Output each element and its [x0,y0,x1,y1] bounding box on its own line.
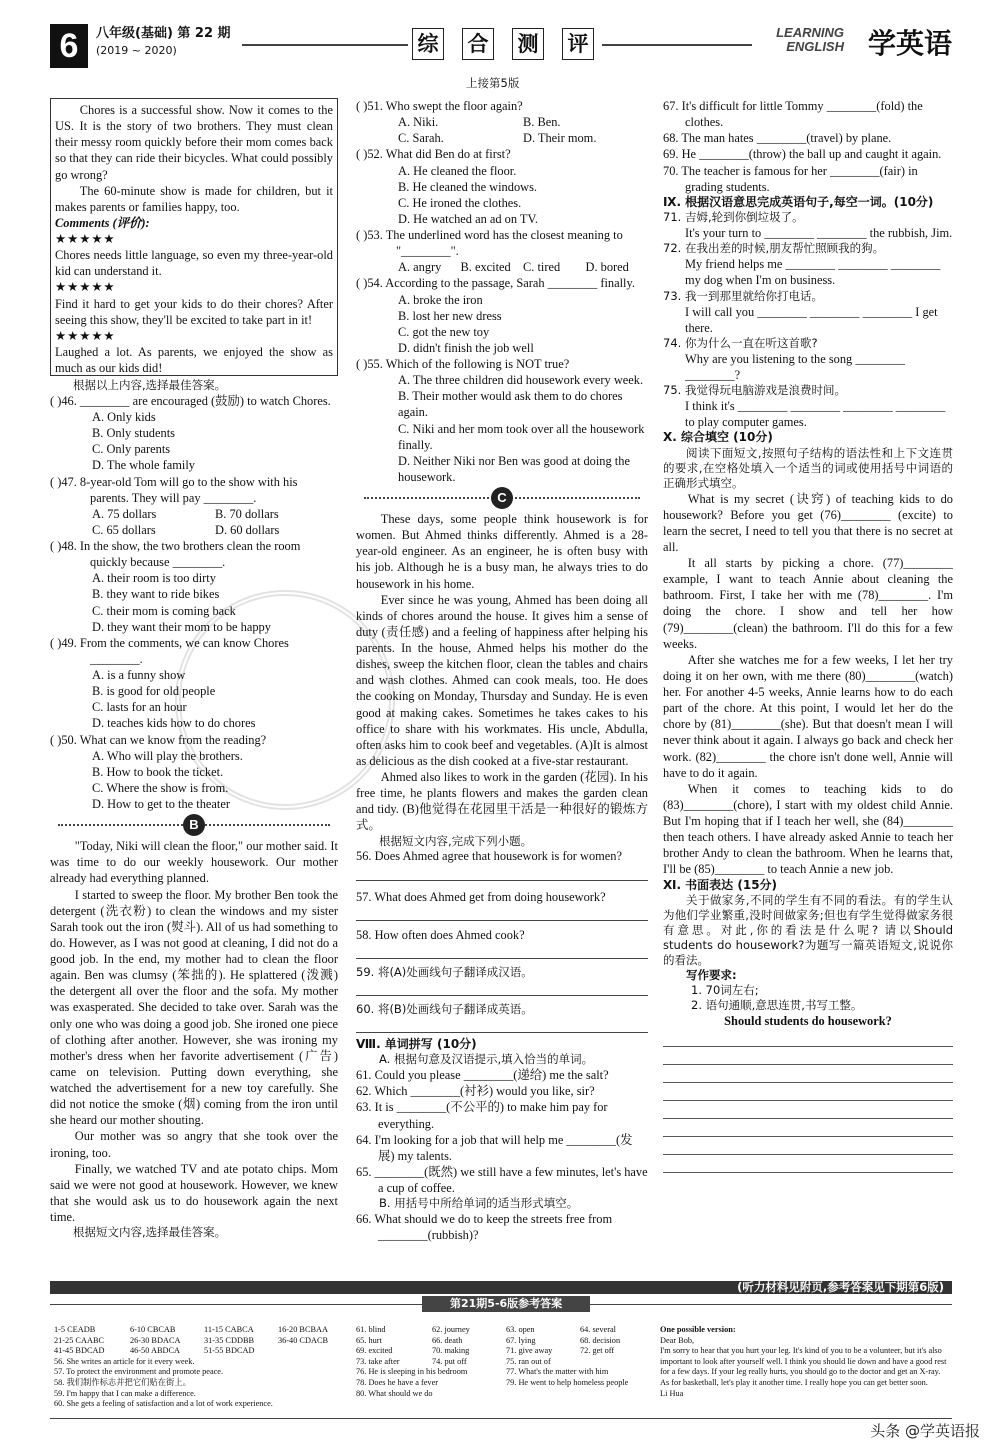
translation-en: My friend helps me ________ ________ ________ my dog when I'm on business. [685,257,941,288]
answer-group: 46-50 ABDCA [130,1346,181,1356]
answer-word: 68. decision [580,1335,621,1345]
show-info-box [50,98,338,376]
section-heading: Ⅸ. 根据汉语意思完成英语句子,每空一词。(10分) [663,194,934,209]
writing-line[interactable] [663,1119,953,1137]
answer-group: 51-55 BDCAD [204,1346,255,1356]
translation-cn: 73. 我一到那里就给你打电话。 [663,288,823,303]
section-heading: Ⅺ. 书面表达 (15分) [663,877,778,892]
option: D. Their mom. [523,131,597,146]
answer-word: 64. several [580,1325,616,1334]
spelling-item: 61. Could you please ________(递给) me the salt? [356,1068,609,1083]
passage-b-paragraph: I started to sweep the floor. My brother Ben took the detergent (洗衣粉) to clean the windows and my sister Sarah took out the iron (熨斗). All of us had something to do. However, as I was not good at cleaning, I did not do a good job. In the end, my mother had to clean the floor again. Ben was clumsy (笨拙的). He splattered (泼溅) the detergent all over the floor and the sofa. My mother was exasperated. She decided to take over. Sarah was the only one who was doing a good job. She ironed one piece of clothing after another. However, she was ironing my mother's dress when her favorite advertisement (广告) came on television. Putting down everything, she watched the advertisement for a new toy carefully. She did not notice the smoke (烟) coming from the iron until she heard our mother shouting. [50,887,338,1128]
header-rule-left [242,44,408,46]
question-48: ( )48. In the show, the two brothers clean the room quickly because ________. [50,539,301,570]
requirement: 2. 语句通顺,意思连贯,书写工整。 [691,997,863,1012]
column-2 [356,98,648,1278]
section-divider-c [356,485,648,511]
option: C. Where the show is from. [92,780,229,795]
answer-group: 1-5 CEADB [54,1325,96,1334]
option: D. teaches kids how to do chores [92,716,256,731]
answer-group: 31-35 CDDBB [204,1335,255,1345]
writing-line[interactable] [663,1137,953,1155]
question-53: ( )53. The underlined word has the closest meaning to "________". [356,228,623,259]
option: A. The three children did housework every week. [398,373,644,388]
answer-line-text: 56. She writes an article for it every week. [54,1356,195,1366]
rating-stars: ★★★★★ [55,280,116,295]
spelling-item: 63. It is ________(不公平的) to make him pay for everything. [356,1100,608,1131]
question-55: ( )55. Which of the following is NOT true? [356,357,570,371]
spelling-item: 65. ________(既然) we still have a few minutes, let's have a cup of coffee. [356,1164,648,1196]
spelling-item: 62. Which ________(衬衫) would you like, sir? [356,1084,595,1099]
cloze-paragraph: What is my secret (诀窍) of teaching kids to do housework? Before you get (76)________ (excite) to learn the secret, I need to tell you that there is no secret at all. [663,491,953,554]
essay-line: Li Hua [660,1388,684,1398]
question-46: ( )46. ________ are encouraged (鼓励) to watch Chores. [50,393,331,408]
answer-group: 36-40 CDACB [278,1335,329,1345]
passage-c-paragraph: Ever since he was young, Ahmed has been doing all kinds of chores around the house. It gives him a sense of duty (责任感) and a feeling of happiness after helping his parents. In the house, Ahmed helps his mother do the dishes, sweep the kitchen floor, clean the tables and chairs and wash clothes. Ahmed can cook meals, too. He does the cooking on Monday, Thursday and Sunday. He is even good at making cakes. Sometimes he takes cakes to his office to share with his workmates. His uncle, Abdulla, often asks him to cook beef and vegetables. (A)It is almost as delicious as the dish cooked at a five-star restaurant. [356,592,648,768]
writing-line[interactable] [663,1155,953,1173]
answer-key [50,1297,952,1419]
option: A. 75 dollars [92,506,157,521]
translation-en: Why are you listening to the song ________ ________? [685,351,905,382]
sub-instruction: A. 根据句意及汉语提示,填入恰当的单词。 [379,1052,594,1067]
answer-word: 62. journey [432,1325,470,1334]
answer-word: 69. excited [356,1346,393,1356]
option: B. lost her new dress [398,308,502,323]
answer-line[interactable] [356,981,648,996]
question-51: ( )51. Who swept the floor again? [356,99,523,113]
option: D. He watched an ad on TV. [398,211,538,226]
comment-text: Chores needs little language, so even my three-year-old kid can understand it. [55,248,333,279]
source-watermark: 头条 @学英语报 [870,1422,980,1440]
option: C. got the new toy [398,324,490,339]
translation-cn: 75. 我觉得玩电脑游戏是浪费时间。 [663,382,846,397]
essay-line: As for basketball, let's play it another time. I really hope you can get better soon. [660,1377,928,1387]
answer-line-text: 57. To protect the environment and promote peace. [54,1367,224,1377]
passage-c-paragraph: These days, some people think housework is for women. But Ahmed thinks differently. Ahmed is a 28-year-old engineer. As an engineer, he is often busy with his job. Although he is a busy man, he always tries to do housework in his home. [356,512,648,591]
intro-paragraph: The 60-minute show is made for children, but it makes parents or families happy, too. [55,183,333,214]
option: A. Niki. [398,115,439,130]
grade-issue: 八年级(基础) 第 22 期 [96,26,231,41]
option: C. their mom is coming back [92,603,236,618]
spelling-item: 64. I'm looking for a job that will help me ________(发展) my talents. [356,1132,633,1163]
logo-text-2: ENGLISH [786,39,844,54]
answer-word: 75. ran out of [506,1356,551,1366]
rating-stars: ★★★★★ [55,232,116,246]
answer-line[interactable] [356,944,648,959]
header-rule-right [602,44,752,46]
option: C. Niki and her mom took over all the housework finally. [398,421,645,452]
essay-line: I'm sorry to hear that you hurt your leg. It's kind of you to be a volunteer, but it's also important to look after yourself well. I think you should lie down and have a good rest for a few days. If your leg really hurts, you should go to the doctor and get an X-ray. [660,1346,947,1377]
writing-line[interactable] [663,1029,953,1047]
intro-paragraph: Chores is a successful show. Now it comes to the US. It is the story of two brothers. They must clean their messy room quickly before their mom comes back so that they can ride their bicycles. What could possibly go wrong? [55,103,333,182]
section-instruction: 阅读下面短文,按照句子结构的语法性和上下文连贯的要求,在空格处填入一个适当的词或使用括号中词语的正确形式填空。 [663,445,953,490]
answer-line-text: 59. I'm happy that I can make a difference. [54,1388,196,1398]
option: B. is good for old people [92,684,216,699]
writing-line[interactable] [663,1083,953,1101]
option: A. He cleaned the floor. [398,163,517,178]
section-heading: Ⅷ. 单词拼写 (10分) [356,1036,477,1051]
column-3 [663,98,953,1296]
option: D. bored [585,260,629,275]
page-header [50,24,952,72]
option: A. is a funny show [92,668,186,683]
spelling-item: 69. He ________(throw) the ball up and caught it again. [663,147,942,162]
issue-years: (2019 ~ 2020) [96,44,177,57]
answer-group: 11-15 CABCA [204,1325,254,1334]
translation-cn: 72. 在我出差的时候,朋友帮忙照顾我的狗。 [663,241,885,256]
cloze-paragraph: It all starts by picking a chore. (77)________ example, I want to teach Annie about cleaning the bathroom. First, I take her with me (78)________. I'm doing the chore. I show and tell her how (79)________(clean) the bathroom. I'll do this for a few weeks. [663,556,953,651]
option: C. He ironed the clothes. [398,195,522,210]
answer-sentence: 78. Does he have a fever [356,1377,439,1387]
translation-en: I think it's ________ ________ ________ ________ to play computer games. [685,398,946,430]
question-52: ( )52. What did Ben do at first? [356,147,511,162]
option: C. lasts for an hour [92,700,187,715]
open-question: 57. What does Ahmed get from doing housework? [356,889,606,904]
answer-word: 61. blind [356,1325,386,1334]
option: A. broke the iron [398,292,483,307]
passage-b-paragraph: Finally, we watched TV and ate potato chips. Mom said we were not good at housework. However, we knew that she would ask us to do housework again the next time. [50,1161,338,1225]
option: B. He cleaned the windows. [398,179,538,194]
option: B. Their mother would ask them to do chores again. [398,389,623,420]
requirements-title: 写作要求: [686,967,737,982]
option: C. 65 dollars [92,522,156,537]
instruction: 根据以上内容,选择最佳答案。 [73,378,227,392]
answer-group: 41-45 BDCAD [54,1346,105,1356]
title-char: 综 [412,28,444,60]
answer-key-part-1 [54,1325,349,1410]
option: B. Ben. [523,115,561,130]
open-question: 58. How often does Ahmed cook? [356,927,525,942]
answer-line[interactable] [356,906,648,921]
essay-label: One possible version: [660,1325,736,1334]
answer-group [278,1346,348,1357]
cloze-paragraph: When it comes to teaching kids to do (83)________(chore), I start with my oldest child Annie. But I'm hoping that if I teach her well, she (84)________ then teach others. I have already asked Annie to teach her brother Andy to clean the bathroom. When he learns that, I'll be (85)________ to teach Annie a new job. [663,781,953,877]
answer-word: 71. give away [506,1346,553,1356]
title-char: 测 [512,28,544,60]
logo-chinese: 学英语 [867,27,952,60]
continued-note: 上接第5版 [466,76,520,90]
translation-en: I will call you ________ ________ ________ I get there. [685,304,938,335]
passage-c-paragraph: Ahmed also likes to work in the garden (花园). In his free time, he plants flowers and makes the garden clean and tidy. (B)他觉得在花园里干活是一种很好的锻炼方式。 [356,770,648,833]
answer-word: 74. put off [432,1356,467,1366]
answer-sentence: 79. He went to help homeless people [506,1377,629,1387]
open-question: 56. Does Ahmed agree that housework is for women? [356,849,622,864]
column-1 [50,98,338,1278]
page-number: 6 [50,24,88,68]
answer-group: 6-10 CBCAB [130,1325,176,1334]
translation-en: It's your turn to ________ ________ the rubbish, Jim. [685,226,953,241]
answer-sentence: 76. He is sleeping in his bedroom [356,1367,468,1377]
footer-note: (听力材料见附页,参考答案见下期第6版) [50,1281,952,1294]
passage-b-paragraph: "Today, Niki will clean the floor," our mother said. It was time to do our weekly housework. Our mother already had everything planned. [50,839,338,886]
option: B. Only students [92,426,175,441]
translation-cn: 74. 你为什么一直在听这首歌? [663,335,818,350]
option: B. they want to ride bikes [92,587,220,602]
section-letter: B [183,814,205,836]
option: C. Only parents [92,442,171,457]
answer-key-title: 第21期5-6版参考答案 [422,1296,590,1312]
answer-word: 67. lying [506,1335,536,1345]
answer-word: 73. take after [356,1356,400,1366]
option: C. tired [523,260,561,275]
writing-prompt: 关于做家务,不同的学生有不同的看法。有的学生认为他们学业繁重,没时间做家务;但也有学生觉得做家务很有意思。对此,你的看法是什么呢? 请以Should students do housework?为题写一篇英语短文,说说你的看法。 [663,893,953,967]
rating-stars: ★★★★★ [55,328,116,343]
option: B. How to book the ticket. [92,764,224,779]
option: A. angry [398,260,442,275]
title-char: 评 [562,28,594,60]
spelling-item: 70. The teacher is famous for her ________(fair) in grading students. [663,163,918,194]
passage-b-paragraph: Our mother was so angry that she took over the ironing, too. [50,1129,338,1160]
title-char: 合 [462,28,494,60]
comment-text: Laughed a lot. As parents, we enjoyed the show as much as our kids did! [55,344,333,375]
answer-line-text: 60. She gets a feeling of satisfaction and a lot of work experience. [54,1399,273,1409]
answer-group: 26-30 BDACA [130,1335,181,1345]
open-question: 59. 将(A)处画线句子翻译成汉语。 [356,964,533,979]
answer-group: 16-20 BCBAA [278,1325,329,1334]
answer-word: 65. hurt [356,1335,382,1345]
section-letter: C [491,487,513,509]
writing-line[interactable] [663,1101,953,1119]
translation-cn: 71. 吉姆,轮到你倒垃圾了。 [663,210,804,225]
logo-text-1: LEARNING [776,25,844,40]
answer-word [580,1357,650,1368]
spelling-item: 68. The man hates ________(travel) by plane. [663,131,892,146]
option: A. their room is too dirty [92,571,216,586]
answer-sentence: 80. What should we do [356,1388,433,1398]
option: C. Sarah. [398,131,444,146]
answer-word: 63. open [506,1325,535,1334]
writing-line[interactable] [663,1065,953,1083]
option: B. excited [460,260,511,275]
section-heading: Ⅹ. 综合填空 (10分) [663,430,773,445]
answer-line[interactable] [356,1018,648,1033]
writing-line[interactable] [663,1047,953,1065]
spelling-item: 67. It's difficult for little Tommy ________(fold) the clothes. [663,99,923,130]
essay-line: Dear Bob, [660,1335,695,1345]
option: D. The whole family [92,458,196,473]
option: B. 70 dollars [215,506,279,521]
answer-key-part-3 [660,1325,950,1399]
instruction: 根据短文内容,选择最佳答案。 [73,1225,227,1240]
section-divider-b [50,812,338,838]
requirement: 1. 70词左右; [691,982,759,997]
essay-title: Should students do housework? [724,1013,892,1028]
answer-word: 72. get off [580,1346,615,1356]
cloze-paragraph: After she watches me for a few weeks, I let her try doing it on her own, with me there (80)________(watch) her. For another 4-5 weeks, Annie learns how to do each part of the chore. At this point, I would let her do the chore by (81)________(she). But that doesn't mean I will never think about it again. I always go back and check her work. (82)________ the chore isn't done well, Annie will have to do it again. [663,652,953,780]
question-47: ( )47. 8-year-old Tom will go to the show with his parents. They will pay ________. [50,474,298,505]
answer-line[interactable] [356,866,648,881]
option: D. 60 dollars [215,522,280,537]
sub-instruction: B. 用括号中所给单词的适当形式填空。 [379,1196,579,1211]
option: A. Only kids [92,410,156,425]
answer-group: 21-25 CAABC [54,1335,105,1345]
comment-text: Find it hard to get your kids to do their chores? After seeing this show, they'll be excited to take part in it! [55,296,333,327]
question-49: ( )49. From the comments, we can know Chores ________. [50,635,289,666]
option: A. Who will play the brothers. [92,748,243,763]
answer-word: 70. making [432,1346,470,1356]
instruction: 根据短文内容,完成下列小题。 [379,833,533,848]
question-54: ( )54. According to the passage, Sarah ________ finally. [356,276,635,291]
open-question: 60. 将(B)处画线句子翻译成英语。 [356,1001,533,1016]
option: D. they want their mom to be happy [92,619,271,634]
option: D. Neither Niki nor Ben was good at doing the housework. [398,453,630,484]
answer-word: 66. death [432,1335,463,1345]
answer-sentence: 77. What's the matter with him [506,1367,609,1377]
option: D. didn't finish the job well [398,340,534,355]
spelling-item: 66. What should we do to keep the streets free from ________(rubbish)? [356,1212,613,1243]
comments-title: Comments (评价): [55,215,150,230]
option: D. How to get to the theater [92,797,230,812]
answer-key-part-2 [356,1325,650,1399]
question-50: ( )50. What can we know from the reading? [50,732,267,747]
issue-info [96,25,231,59]
answer-line-text: 58. 我们制作标志并把它们贴在街上。 [54,1377,191,1387]
